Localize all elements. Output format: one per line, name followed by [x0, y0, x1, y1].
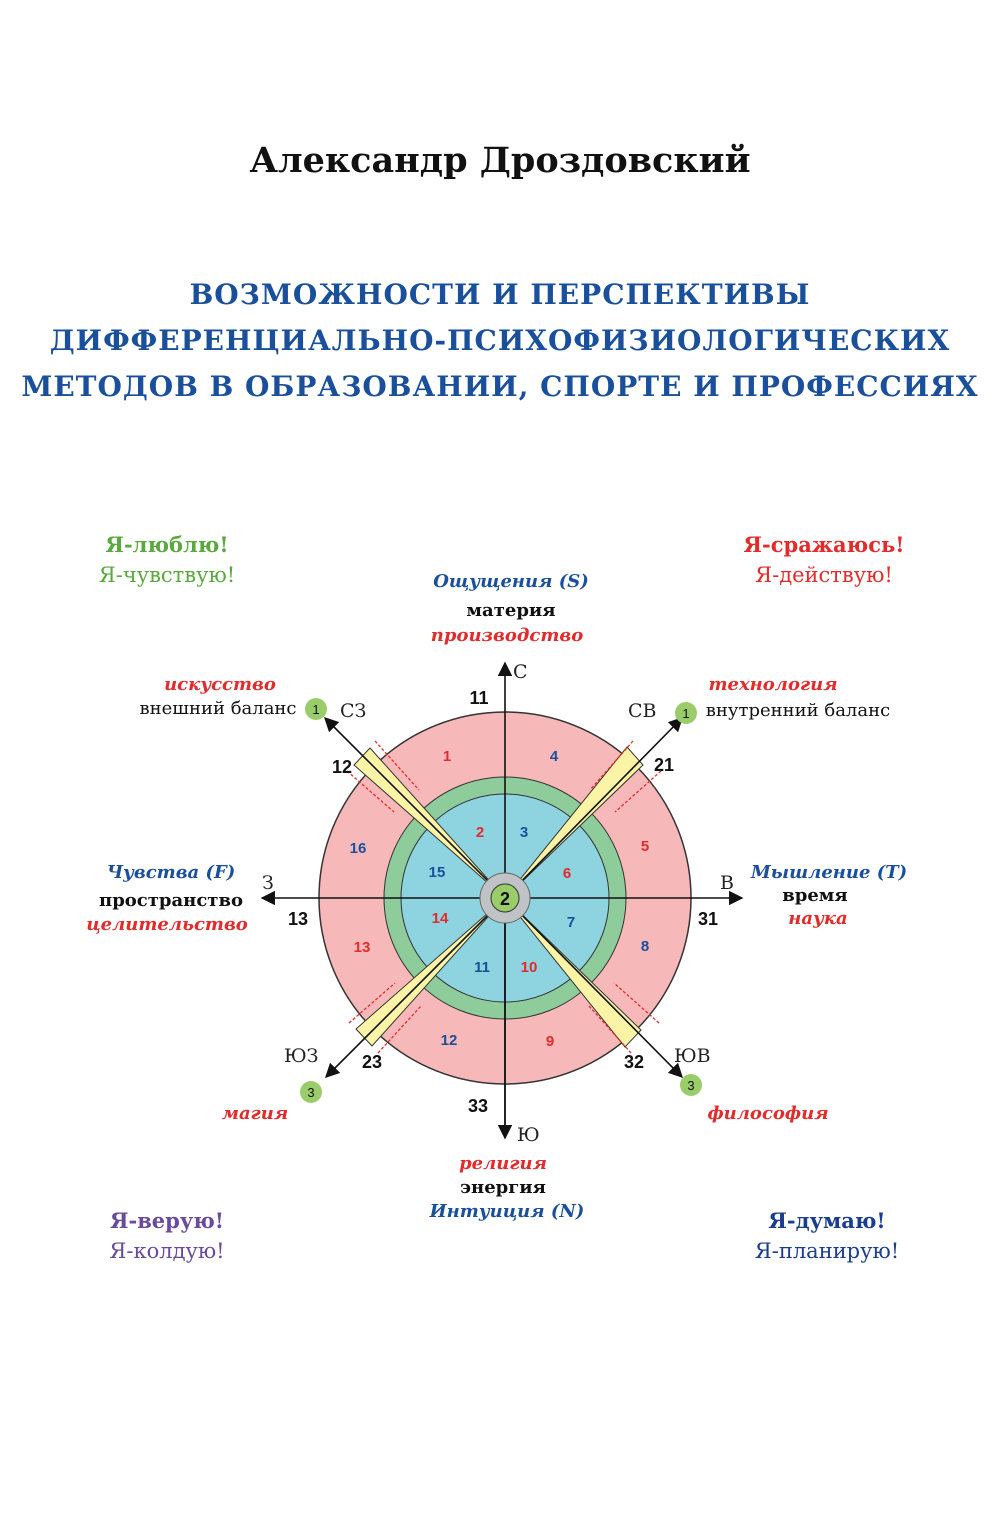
sector-4: 4: [549, 748, 559, 765]
code-northwest: 12: [331, 757, 353, 777]
corner-bottom-left-line1: Я-верую!: [109, 1208, 225, 1233]
dir-east: В: [720, 872, 734, 894]
badge-southwest-number: 3: [307, 1085, 315, 1100]
code-east: 31: [697, 909, 719, 929]
book-title-line-1: ВОЗМОЖНОСТИ И ПЕРСПЕКТИВЫ: [189, 278, 811, 311]
west-function: Чувства (F): [106, 862, 236, 883]
corner-bottom-right-line1: Я-думаю!: [768, 1208, 886, 1233]
sector-7: 7: [566, 914, 576, 931]
author-name: Александр Дроздовский: [249, 140, 751, 181]
north-element: материя: [466, 600, 556, 621]
code-northeast: 21: [653, 755, 675, 775]
badge-northeast-number: 1: [682, 706, 690, 721]
sector-8: 8: [640, 938, 650, 955]
badge-northwest-number: 1: [312, 702, 320, 717]
south-element: энергия: [460, 1177, 546, 1198]
code-southeast: 32: [623, 1052, 645, 1072]
dir-southwest: ЮЗ: [284, 1045, 319, 1067]
corner-top-right-line1: Я-сражаюсь!: [743, 532, 905, 557]
sector-10: 10: [520, 959, 538, 976]
sector-14: 14: [431, 910, 449, 927]
corner-bottom-right-line2: Я-планирую!: [754, 1239, 900, 1263]
corner-top-left-line2: Я-чувствую!: [98, 563, 236, 587]
corner-top-left-line1: Я-люблю!: [105, 532, 229, 557]
sector-6: 6: [562, 865, 572, 882]
code-west: 13: [287, 909, 309, 929]
corner-bottom-left-line2: Я-колдую!: [109, 1239, 225, 1263]
sector-16: 16: [349, 840, 367, 857]
south-domain: религия: [459, 1153, 547, 1174]
sector-9: 9: [545, 1033, 555, 1050]
northeast-domain: технология: [708, 674, 838, 695]
sector-13: 13: [353, 939, 371, 956]
book-title-line-2: ДИФФЕРЕНЦИАЛЬНО-ПСИХОФИЗИОЛОГИЧЕСКИХ: [49, 324, 951, 357]
northeast-balance: внутренний баланс: [705, 700, 891, 721]
code-north: 11: [469, 688, 489, 708]
dir-southeast: ЮВ: [674, 1045, 711, 1067]
west-element: пространство: [99, 890, 243, 911]
sector-1: 1: [442, 748, 452, 765]
east-domain: наука: [788, 908, 848, 929]
center-number: 2: [499, 889, 511, 909]
dir-northwest: СЗ: [340, 700, 367, 722]
corner-top-right-line2: Я-действую!: [755, 563, 893, 587]
southwest-domain: магия: [221, 1103, 289, 1124]
north-function: Ощущения (S): [433, 571, 589, 592]
dir-northeast: СВ: [628, 700, 657, 722]
sector-15: 15: [428, 864, 446, 881]
code-southwest: 23: [361, 1052, 383, 1072]
dir-west: З: [262, 872, 274, 894]
sector-5: 5: [640, 838, 650, 855]
northwest-domain: искусство: [164, 674, 276, 695]
dir-north: С: [513, 661, 528, 683]
east-element: время: [782, 885, 848, 906]
west-domain: целительство: [86, 914, 248, 935]
east-function: Мышление (T): [750, 862, 908, 883]
book-title-line-3: МЕТОДОВ В ОБРАЗОВАНИИ, СПОРТЕ И ПРОФЕССИЯХ: [21, 370, 979, 403]
code-south: 33: [467, 1096, 489, 1116]
sector-2: 2: [475, 824, 485, 841]
sector-3: 3: [519, 824, 529, 841]
badge-southeast-number: 3: [687, 1078, 695, 1093]
north-domain: производство: [430, 625, 584, 646]
northwest-balance: внешний баланс: [139, 698, 297, 719]
sector-12: 12: [440, 1032, 458, 1049]
southeast-domain: философия: [707, 1103, 829, 1124]
sector-11: 11: [474, 959, 490, 976]
dir-south: Ю: [517, 1124, 540, 1146]
south-function: Интуиция (N): [429, 1201, 585, 1222]
